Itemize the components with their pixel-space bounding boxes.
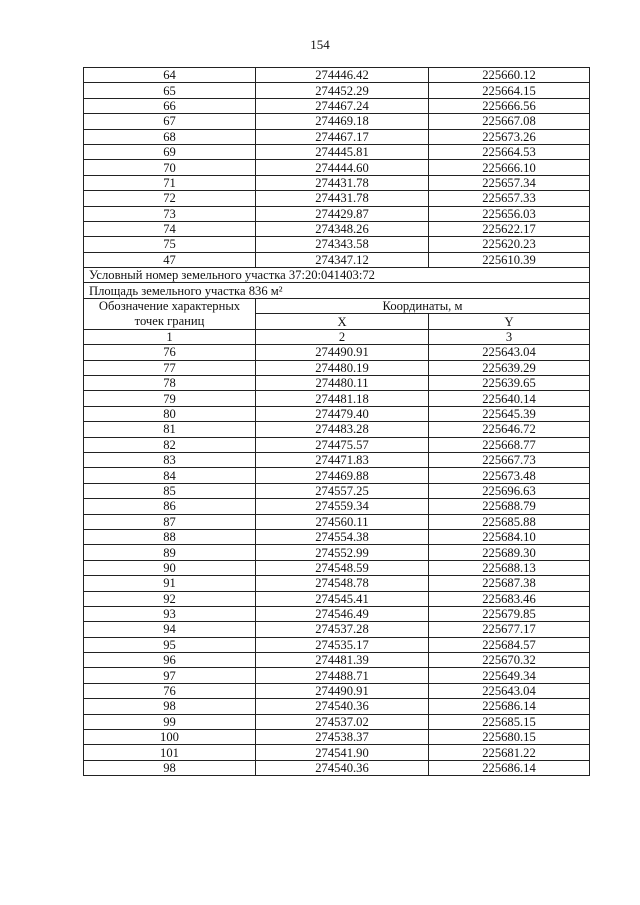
parcel-area: Площадь земельного участка 836 м² [84, 283, 590, 298]
point-id: 100 [84, 730, 256, 745]
point-id: 76 [84, 345, 256, 360]
y-coord: 225687.38 [429, 576, 590, 591]
table-row [84, 591, 590, 606]
point-id: 97 [84, 668, 256, 683]
column-number: 1 [84, 329, 256, 344]
x-coord: 274488.71 [256, 668, 429, 683]
table-row [84, 576, 590, 591]
point-column-header: Обозначение характерных точек границ [84, 298, 256, 329]
x-coord: 274538.37 [256, 730, 429, 745]
x-coord: 274483.28 [256, 422, 429, 437]
table-row [84, 529, 590, 544]
point-id: 90 [84, 560, 256, 575]
x-coord: 274475.57 [256, 437, 429, 452]
point-id: 68 [84, 129, 256, 144]
point-id: 75 [84, 237, 256, 252]
x-coord: 274452.29 [256, 83, 429, 98]
y-coord: 225673.48 [429, 468, 590, 483]
x-coord: 274490.91 [256, 683, 429, 698]
table-row [84, 391, 590, 406]
x-coord: 274446.42 [256, 68, 429, 83]
table-row [84, 129, 590, 144]
y-coord: 225639.29 [429, 360, 590, 375]
table-row [84, 345, 590, 360]
x-coord: 274429.87 [256, 206, 429, 221]
y-coord: 225664.15 [429, 83, 590, 98]
point-id: 95 [84, 637, 256, 652]
table-row [84, 252, 590, 267]
point-id: 73 [84, 206, 256, 221]
table-row [84, 406, 590, 421]
x-coord: 274540.36 [256, 760, 429, 775]
point-id: 88 [84, 529, 256, 544]
y-coord: 225684.10 [429, 529, 590, 544]
y-coord: 225666.10 [429, 160, 590, 175]
table-row [84, 560, 590, 575]
y-coord: 225639.65 [429, 376, 590, 391]
coords-column-header: Координаты, м [256, 298, 590, 314]
point-id: 67 [84, 114, 256, 129]
y-coord: 225685.88 [429, 514, 590, 529]
y-coord: 225667.08 [429, 114, 590, 129]
parcel-header [84, 268, 590, 345]
y-coord: 225645.39 [429, 406, 590, 421]
x-coord: 274552.99 [256, 545, 429, 560]
x-coord: 274480.19 [256, 360, 429, 375]
table-row [84, 545, 590, 560]
table-row [84, 160, 590, 175]
point-id: 66 [84, 98, 256, 113]
x-coord: 274537.02 [256, 714, 429, 729]
x-coord: 274554.38 [256, 529, 429, 544]
x-coord: 274545.41 [256, 591, 429, 606]
y-coord: 225643.04 [429, 683, 590, 698]
table-row [84, 360, 590, 375]
point-id: 70 [84, 160, 256, 175]
x-coord: 274541.90 [256, 745, 429, 760]
y-coord: 225620.23 [429, 237, 590, 252]
point-id: 74 [84, 221, 256, 236]
y-coord: 225643.04 [429, 345, 590, 360]
point-id: 77 [84, 360, 256, 375]
table-row [84, 745, 590, 760]
x-coord: 274548.78 [256, 576, 429, 591]
x-coord: 274347.12 [256, 252, 429, 267]
y-coord: 225679.85 [429, 606, 590, 621]
x-coord: 274557.25 [256, 483, 429, 498]
point-id: 79 [84, 391, 256, 406]
page-number: 154 [310, 37, 330, 52]
coordinates-table [83, 67, 590, 776]
x-coord: 274431.78 [256, 175, 429, 190]
table-row [84, 683, 590, 698]
point-id: 84 [84, 468, 256, 483]
point-id: 94 [84, 622, 256, 637]
x-coord: 274548.59 [256, 560, 429, 575]
point-id: 98 [84, 699, 256, 714]
y-coord: 225680.15 [429, 730, 590, 745]
x-coord: 274479.40 [256, 406, 429, 421]
x-coord: 274431.78 [256, 191, 429, 206]
y-coord: 225681.22 [429, 745, 590, 760]
point-id: 89 [84, 545, 256, 560]
y-coord: 225649.34 [429, 668, 590, 683]
point-id: 91 [84, 576, 256, 591]
y-coord: 225666.56 [429, 98, 590, 113]
x-coord: 274471.83 [256, 452, 429, 467]
point-id: 86 [84, 499, 256, 514]
table-row [84, 437, 590, 452]
column-number: 3 [429, 329, 590, 344]
x-coord: 274481.39 [256, 653, 429, 668]
y-coord: 225686.14 [429, 699, 590, 714]
x-coord: 274535.17 [256, 637, 429, 652]
y-coord: 225622.17 [429, 221, 590, 236]
x-column-header: X [256, 314, 429, 330]
x-coord: 274490.91 [256, 345, 429, 360]
y-coord: 225677.17 [429, 622, 590, 637]
point-id: 76 [84, 683, 256, 698]
table-row [84, 221, 590, 236]
point-id: 72 [84, 191, 256, 206]
point-id: 92 [84, 591, 256, 606]
table-row [84, 206, 590, 221]
y-coord: 225688.13 [429, 560, 590, 575]
y-coord: 225657.33 [429, 191, 590, 206]
table-row [84, 483, 590, 498]
y-coord: 225686.14 [429, 760, 590, 775]
x-coord: 274469.88 [256, 468, 429, 483]
column-number: 2 [256, 329, 429, 344]
point-id: 83 [84, 452, 256, 467]
y-coord: 225689.30 [429, 545, 590, 560]
point-id: 98 [84, 760, 256, 775]
x-coord: 274559.34 [256, 499, 429, 514]
y-coord: 225657.34 [429, 175, 590, 190]
y-coord: 225667.73 [429, 452, 590, 467]
y-coord: 225673.26 [429, 129, 590, 144]
x-coord: 274445.81 [256, 144, 429, 159]
table-row [84, 468, 590, 483]
y-coord: 225656.03 [429, 206, 590, 221]
table-row [84, 98, 590, 113]
y-coord: 225670.32 [429, 653, 590, 668]
y-coord: 225660.12 [429, 68, 590, 83]
x-coord: 274343.58 [256, 237, 429, 252]
y-coord: 225668.77 [429, 437, 590, 452]
y-coord: 225646.72 [429, 422, 590, 437]
x-coord: 274537.28 [256, 622, 429, 637]
point-id: 81 [84, 422, 256, 437]
y-coord: 225688.79 [429, 499, 590, 514]
table-row [84, 68, 590, 83]
table-row [84, 499, 590, 514]
point-id: 85 [84, 483, 256, 498]
table-row [84, 452, 590, 467]
x-coord: 274469.18 [256, 114, 429, 129]
y-coord: 225683.46 [429, 591, 590, 606]
y-coord: 225610.39 [429, 252, 590, 267]
table-row [84, 191, 590, 206]
x-coord: 274546.49 [256, 606, 429, 621]
point-id: 87 [84, 514, 256, 529]
x-coord: 274467.24 [256, 98, 429, 113]
table-row [84, 730, 590, 745]
table-row [84, 114, 590, 129]
x-coord: 274467.17 [256, 129, 429, 144]
point-id: 65 [84, 83, 256, 98]
x-coord: 274480.11 [256, 376, 429, 391]
x-coord: 274444.60 [256, 160, 429, 175]
point-id: 96 [84, 653, 256, 668]
x-coord: 274348.26 [256, 221, 429, 236]
parcel-number: Условный номер земельного участка 37:20:041403:72 [84, 268, 590, 283]
y-coord: 225685.15 [429, 714, 590, 729]
x-coord: 274481.18 [256, 391, 429, 406]
point-id: 82 [84, 437, 256, 452]
x-coord: 274540.36 [256, 699, 429, 714]
point-id: 101 [84, 745, 256, 760]
table-row [84, 606, 590, 621]
point-id: 71 [84, 175, 256, 190]
table-row [84, 83, 590, 98]
y-coord: 225664.53 [429, 144, 590, 159]
table-row [84, 699, 590, 714]
table-body-top [84, 68, 590, 268]
point-id: 69 [84, 144, 256, 159]
x-coord: 274560.11 [256, 514, 429, 529]
point-id: 80 [84, 406, 256, 421]
point-id: 64 [84, 68, 256, 83]
point-id: 78 [84, 376, 256, 391]
table-row [84, 637, 590, 652]
y-coord: 225696.63 [429, 483, 590, 498]
table-row [84, 514, 590, 529]
y-coord: 225684.57 [429, 637, 590, 652]
table-row [84, 714, 590, 729]
table-row [84, 622, 590, 637]
table-body-bottom [84, 345, 590, 776]
table-row [84, 668, 590, 683]
table-row [84, 144, 590, 159]
table-row [84, 376, 590, 391]
point-id: 47 [84, 252, 256, 267]
table-row [84, 760, 590, 775]
y-coord: 225640.14 [429, 391, 590, 406]
y-column-header: Y [429, 314, 590, 330]
point-id: 93 [84, 606, 256, 621]
table-row [84, 653, 590, 668]
table-row [84, 237, 590, 252]
table-row [84, 175, 590, 190]
table-row [84, 422, 590, 437]
point-id: 99 [84, 714, 256, 729]
